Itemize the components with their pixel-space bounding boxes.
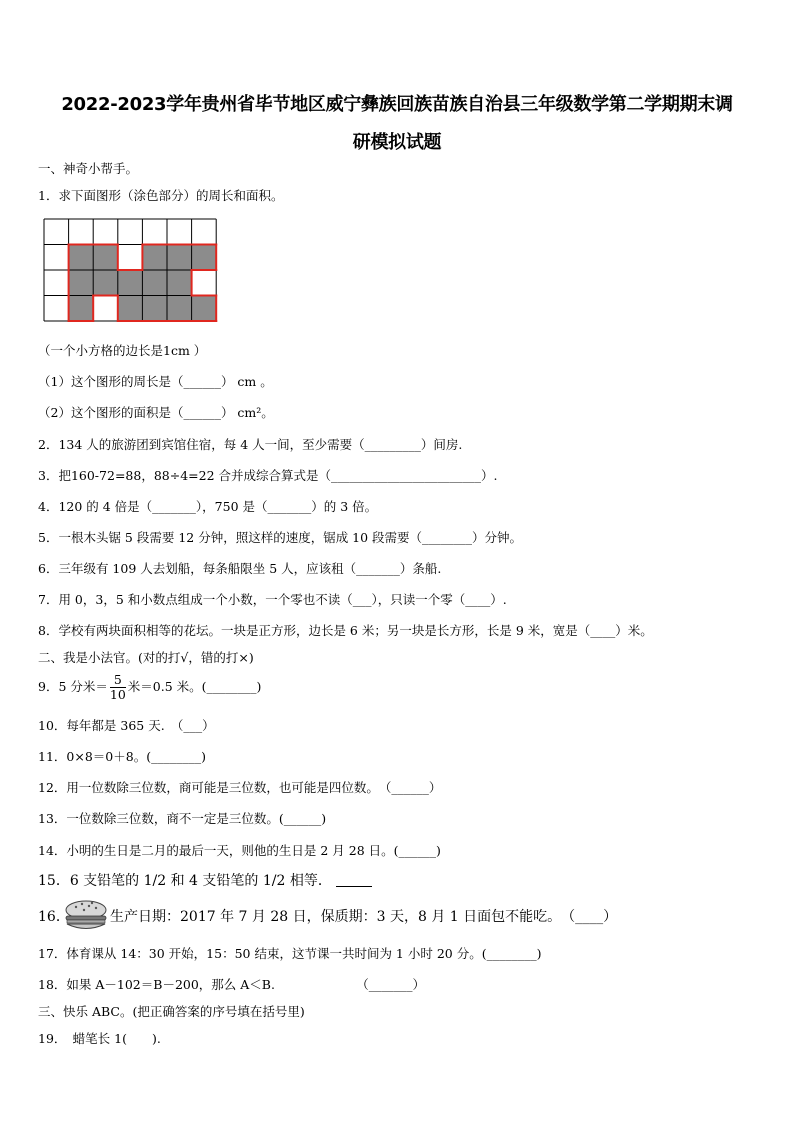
question-16-number: 16． bbox=[38, 909, 70, 925]
question-18: 18．如果 A－102＝B－200，那么 A＜B. （_______） bbox=[38, 977, 425, 992]
shaded-cell bbox=[93, 270, 118, 296]
bread-icon bbox=[64, 900, 108, 932]
question-4: 4．120 的 4 倍是（_______），750 是（_______）的 3 倍。 bbox=[38, 499, 378, 514]
section-2-heading: 二、我是小法官。(对的打√，错的打×) bbox=[38, 650, 254, 665]
shaded-cell bbox=[142, 270, 167, 296]
question-19: 19． 蜡笔长 1( ). bbox=[38, 1031, 161, 1046]
question-17: 17．体育课从 14：30 开始，15：50 结束，这节课一共时间为 1 小时 20 分。(________) bbox=[38, 946, 542, 961]
question-15-text: 15．6 支铅笔的 1/2 和 4 支铅笔的 1/2 相等． bbox=[38, 873, 332, 889]
shaded-cell bbox=[142, 245, 167, 271]
question-8: 8．学校有两块面积相等的花坛。一块是正方形，边长是 6 米；另一块是长方形，长是 9 米，宽是（____）米。 bbox=[38, 623, 653, 638]
question-11: 11．0×8＝0＋8。(________) bbox=[38, 749, 206, 764]
shaded-cell bbox=[118, 296, 143, 322]
page-title: 2022-2023学年贵州省毕节地区威宁彝族回族苗族自治县三年级数学第二学期期末调 bbox=[61, 94, 733, 115]
question-9 bbox=[38, 672, 261, 702]
section-1-heading: 一、神奇小帮手。 bbox=[38, 161, 139, 176]
question-16: 生产日期：2017 年 7 月 28 日，保质期：3 天，8 月 1 日面包不能吃。 （____） bbox=[110, 909, 618, 925]
shaded-cell bbox=[192, 245, 217, 271]
fraction-numerator: 5 bbox=[110, 673, 126, 688]
question-1-note: （一个小方格的边长是1cm ） bbox=[38, 343, 207, 358]
question-6: 6．三年级有 109 人去划船，每条船限坐 5 人，应该租（_______）条船. bbox=[38, 561, 442, 576]
question-13: 13．一位数除三位数，商不一定是三位数。(______) bbox=[38, 811, 327, 826]
shaded-cell bbox=[69, 270, 94, 296]
shaded-cell bbox=[167, 245, 192, 271]
page-title-continued: 研模拟试题 bbox=[352, 132, 442, 153]
question-7: 7．用 0，3，5 和小数点组成一个小数，一个零也不读（___），只读一个零（____）. bbox=[38, 592, 507, 607]
shaded-cell bbox=[142, 296, 167, 322]
question-1-part-1: （1）这个图形的周长是（______） cm 。 bbox=[38, 374, 273, 389]
question-10: 10．每年都是 365 天. （___） bbox=[38, 718, 215, 733]
fraction-denominator: 10 bbox=[109, 687, 126, 702]
shaded-cell bbox=[167, 296, 192, 322]
shaded-cell bbox=[167, 270, 192, 296]
question-3: 3．把160-72=88，88÷4=22 合并成综合算式是（________________________）. bbox=[38, 468, 498, 483]
answer-blank bbox=[336, 874, 372, 887]
question-1: 1．求下面图形（涂色部分）的周长和面积。 bbox=[38, 188, 284, 203]
shaded-cell bbox=[69, 245, 94, 271]
shaded-figure-grid bbox=[43, 218, 218, 328]
question-5: 5．一根木头锯 5 段需要 12 分钟，照这样的速度，锯成 10 段需要（________）分钟。 bbox=[38, 530, 523, 545]
question-9-prefix: 9．5 分米＝ bbox=[38, 679, 108, 694]
shaded-cell bbox=[69, 296, 94, 322]
shaded-cell bbox=[118, 270, 143, 296]
question-14: 14．小明的生日是二月的最后一天，则他的生日是 2 月 28 日。(______) bbox=[38, 843, 441, 858]
shaded-cell bbox=[192, 296, 217, 322]
question-15 bbox=[38, 873, 372, 889]
question-9-suffix: 米＝0.5 米。(________) bbox=[127, 679, 262, 694]
section-3-heading: 三、快乐 ABC。(把正确答案的序号填在括号里) bbox=[38, 1004, 305, 1019]
question-1-part-2: （2）这个图形的面积是（______） cm²。 bbox=[38, 405, 274, 420]
fraction bbox=[110, 673, 126, 702]
question-12: 12．用一位数除三位数，商可能是三位数，也可能是四位数。 （______） bbox=[38, 780, 442, 795]
shaded-cell bbox=[93, 245, 118, 271]
question-2: 2．134 人的旅游团到宾馆住宿，每 4 人一间，至少需要（_________）间房. bbox=[38, 437, 463, 452]
